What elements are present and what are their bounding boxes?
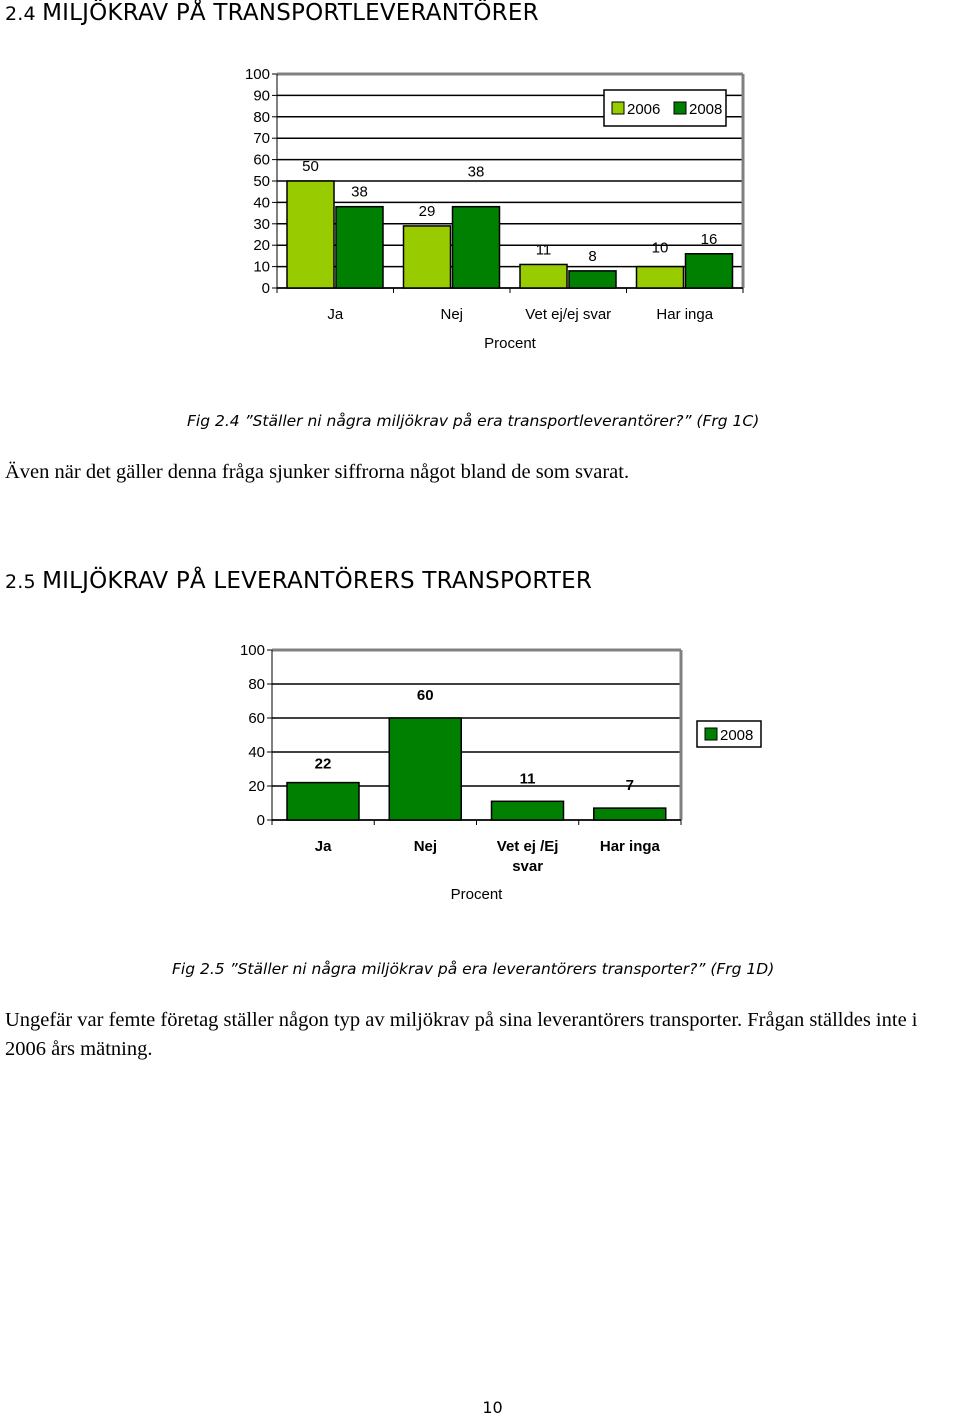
bar <box>453 207 500 288</box>
data-label: 38 <box>467 163 485 181</box>
data-label: 10 <box>651 239 669 257</box>
heading-number: 2.4 <box>5 3 36 25</box>
paragraph-2-5: Ungefär var femte företag ställer någon typ av miljökrav på sina leverantörers transporter. Frågan ställdes inte i 2006 års mätning. <box>5 1009 918 1060</box>
y-tick-label: 90 <box>253 87 270 105</box>
data-label: 7 <box>625 777 634 795</box>
legend-label: 2008 <box>689 101 723 118</box>
category-label: Ja <box>327 306 344 323</box>
data-label: 8 <box>588 247 597 265</box>
y-tick-label: 20 <box>248 778 265 795</box>
bar <box>637 267 684 288</box>
legend-swatch <box>705 728 717 740</box>
x-axis-title: Procent <box>484 335 536 352</box>
y-tick-label: 60 <box>248 710 265 727</box>
category-label: Vet ej /Ej <box>496 838 559 855</box>
category-label: Har inga <box>599 838 660 855</box>
y-tick-label: 0 <box>261 280 270 297</box>
bar-chart-fig-2-5 <box>0 636 960 916</box>
bar-chart-fig-2-4 <box>0 60 960 360</box>
bar <box>492 801 564 820</box>
bar <box>389 718 461 820</box>
bar <box>287 181 334 288</box>
section-heading-2-5 <box>5 568 592 594</box>
bar <box>594 808 666 820</box>
data-label: 38 <box>351 183 368 201</box>
data-label: 29 <box>418 202 436 220</box>
y-tick-label: 100 <box>244 66 270 83</box>
y-tick-label: 40 <box>248 744 265 761</box>
legend-swatch <box>612 102 624 114</box>
heading-number: 2.5 <box>5 571 36 593</box>
figure-caption-2-5: Fig 2.5 ”Ställer ni några miljökrav på era leverantörers transporter?” (Frg 1D) <box>172 960 775 978</box>
y-tick-label: 20 <box>253 237 270 255</box>
y-tick-label: 0 <box>256 812 265 829</box>
category-label: svar <box>512 858 544 875</box>
section-heading-2-4 <box>5 0 539 26</box>
data-label: 22 <box>314 755 332 773</box>
legend-label: 2006 <box>627 101 661 118</box>
y-tick-label: 30 <box>253 215 270 233</box>
data-label: 11 <box>535 241 552 259</box>
data-label: 50 <box>302 158 319 175</box>
bar <box>287 783 359 820</box>
bar <box>686 254 733 288</box>
category-label: Ja <box>314 838 332 855</box>
y-tick-label: 80 <box>253 108 270 126</box>
category-label: Har inga <box>656 306 714 323</box>
y-tick-label: 10 <box>253 258 270 276</box>
bar <box>336 207 383 288</box>
bar <box>404 226 451 288</box>
paragraph-2-4: Även när det gäller denna fråga sjunker siffrorna något bland de som svarat. <box>5 461 630 483</box>
legend-label: 2008 <box>720 727 754 744</box>
heading-text: MILJÖKRAV PÅ TRANSPORTLEVERANTÖRER <box>42 0 539 26</box>
figure-caption-2-4: Fig 2.4 ”Ställer ni några miljökrav på era transportleverantörer?” (Frg 1C) <box>187 412 760 430</box>
heading-text: MILJÖKRAV PÅ LEVERANTÖRERS TRANSPORTER <box>42 568 592 594</box>
y-tick-label: 100 <box>239 642 265 659</box>
data-label: 16 <box>700 230 718 248</box>
bar <box>569 271 616 288</box>
y-tick-label: 80 <box>248 676 265 693</box>
category-label: Nej <box>413 838 438 855</box>
y-tick-label: 60 <box>253 151 270 169</box>
category-label: Nej <box>440 306 464 323</box>
y-tick-label: 40 <box>253 194 270 212</box>
data-label: 60 <box>416 687 434 704</box>
x-axis-title: Procent <box>450 886 503 903</box>
y-tick-label: 50 <box>253 173 270 190</box>
legend-swatch <box>674 102 686 114</box>
y-tick-label: 70 <box>253 130 270 148</box>
bar <box>520 264 567 288</box>
data-label: 11 <box>519 770 536 788</box>
category-label: Vet ej/ej svar <box>525 306 612 323</box>
page-number: 10 <box>482 1398 503 1417</box>
